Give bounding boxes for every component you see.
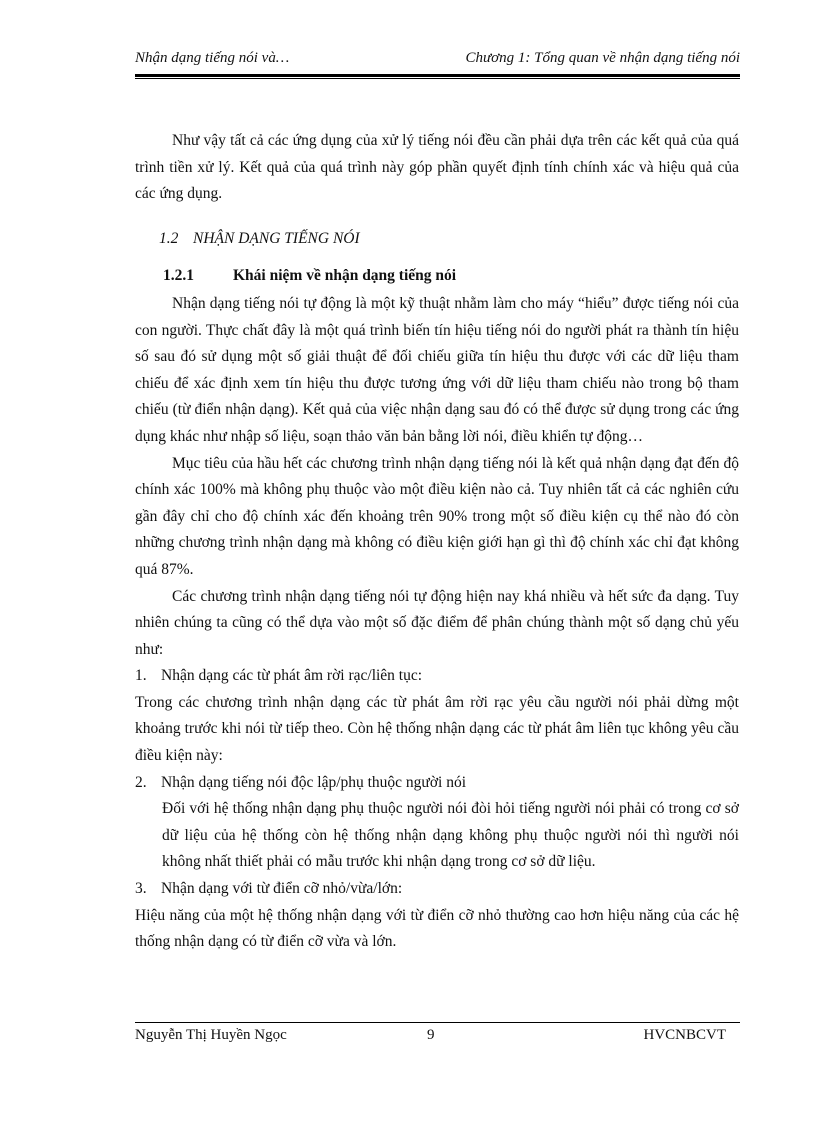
- paragraph-definition: Nhận dạng tiếng nói tự động là một kỹ thuật nhằm làm cho máy “hiểu” được tiếng nói của con người. Thực chất đây là một quá trình biến tín hiệu tiếng nói do người phát ra thành tín hiệu số sau đó sử dụng một số giải thuật để đối chiếu giữa tín hiệu thu được với các dữ liệu tham chiếu để xác định xem tín hiệu thu được tương ứng với dữ liệu tham chiếu nào trong bộ tham chiếu (từ điển nhận dạng). Kết quả của việc nhận dạng sau đó có thể được sử dụng trong các ứng dụng khác như nhập số liệu, soạn thảo văn bản bằng lời nói, điều khiển tự động…: [135, 294, 739, 445]
- page-header: [135, 48, 740, 74]
- section-heading: [135, 226, 739, 253]
- paragraph-types: Các chương trình nhận dạng tiếng nói tự động hiện nay khá nhiều và hết sức đa dạng. Tuy nhiên chúng ta cũng có thể dựa vào một số đặc điểm để phân chúng thành một số dạng chủ yếu như:: [135, 587, 739, 658]
- list-title-text: Nhận dạng tiếng nói độc lập/phụ thuộc người nói: [161, 773, 467, 791]
- footer-author: Nguyễn Thị Huyền Ngọc: [135, 1027, 287, 1043]
- list-item-title: [135, 663, 739, 690]
- intro-paragraph: Như vậy tất cả các ứng dụng của xử lý tiếng nói đều cần phải dựa trên các kết quả của quá trình tiền xử lý. Kết quả của quá trình này góp phần quyết định tính chính xác và hiệu quả của các ứng dụng.: [135, 132, 739, 203]
- list-item-text: Trong các chương trình nhận dạng các từ phát âm rời rạc yêu cầu người nói phải dừng một khoảng trước khi nói từ tiếp theo. Còn hệ thống nhận dạng các từ phát âm liên tục không yêu cầu điều kiện này:: [135, 693, 739, 765]
- list-item-title: [135, 770, 739, 797]
- subsection-number: 1.2.1: [163, 267, 194, 285]
- header-rule: [135, 74, 740, 79]
- list-title-text: Nhận dạng các từ phát âm rời rạc/liên tục:: [161, 667, 423, 685]
- section-title: NHẬN DẠNG TIẾNG NÓI: [193, 229, 360, 247]
- list-number: 2.: [135, 773, 147, 791]
- list-item-text: Hiệu năng của một hệ thống nhận dạng với từ điển cỡ nhỏ thường cao hơn hiệu năng của các hệ thống nhận dạng có từ điển cỡ vừa và lớn.: [135, 906, 739, 951]
- list-number: 3.: [135, 880, 147, 898]
- footer-rule: [135, 1022, 740, 1023]
- page-body: [135, 128, 739, 956]
- list-title-text: Nhận dạng với từ điển cỡ nhỏ/vừa/lớn:: [161, 880, 403, 898]
- subsection-title: Khái niệm về nhận dạng tiếng nói: [233, 267, 457, 285]
- list-item-text: Đối với hệ thống nhận dạng phụ thuộc người nói đòi hỏi tiếng người nói phải có trong cơ sở dữ liệu của hệ thống còn hệ thống nhận dạng không phụ thuộc người nói thì người nói không nhất thiết phải có mẫu trước khi nhận dạng trong cơ sở dữ liệu.: [162, 800, 739, 871]
- list-number: 1.: [135, 667, 147, 685]
- paragraph-goal: Mục tiêu của hầu hết các chương trình nhận dạng tiếng nói là kết quả nhận dạng đạt đến độ chính xác 100% mà không phụ thuộc vào một điều kiện nào cả. Tuy nhiên tất cả các nghiên cứu gần đây chỉ cho độ chính xác đến khoảng trên 90% trong một số điều kiện cụ thể nào đó còn những chương trình nhận dạng mà không có điều kiện giới hạn gì thì độ chính xác chỉ đạt không quá 87%.: [135, 454, 739, 578]
- footer-organization: HVCNBCVT: [643, 1027, 726, 1043]
- header-chapter-title: Chương 1: Tổng quan về nhận dạng tiếng nói: [465, 50, 740, 66]
- list-item-title: [135, 876, 739, 903]
- page-number: 9: [427, 1027, 435, 1043]
- subsection-heading: [135, 263, 739, 290]
- section-number: 1.2: [159, 229, 179, 247]
- header-left-title: Nhận dạng tiếng nói và…: [135, 50, 290, 66]
